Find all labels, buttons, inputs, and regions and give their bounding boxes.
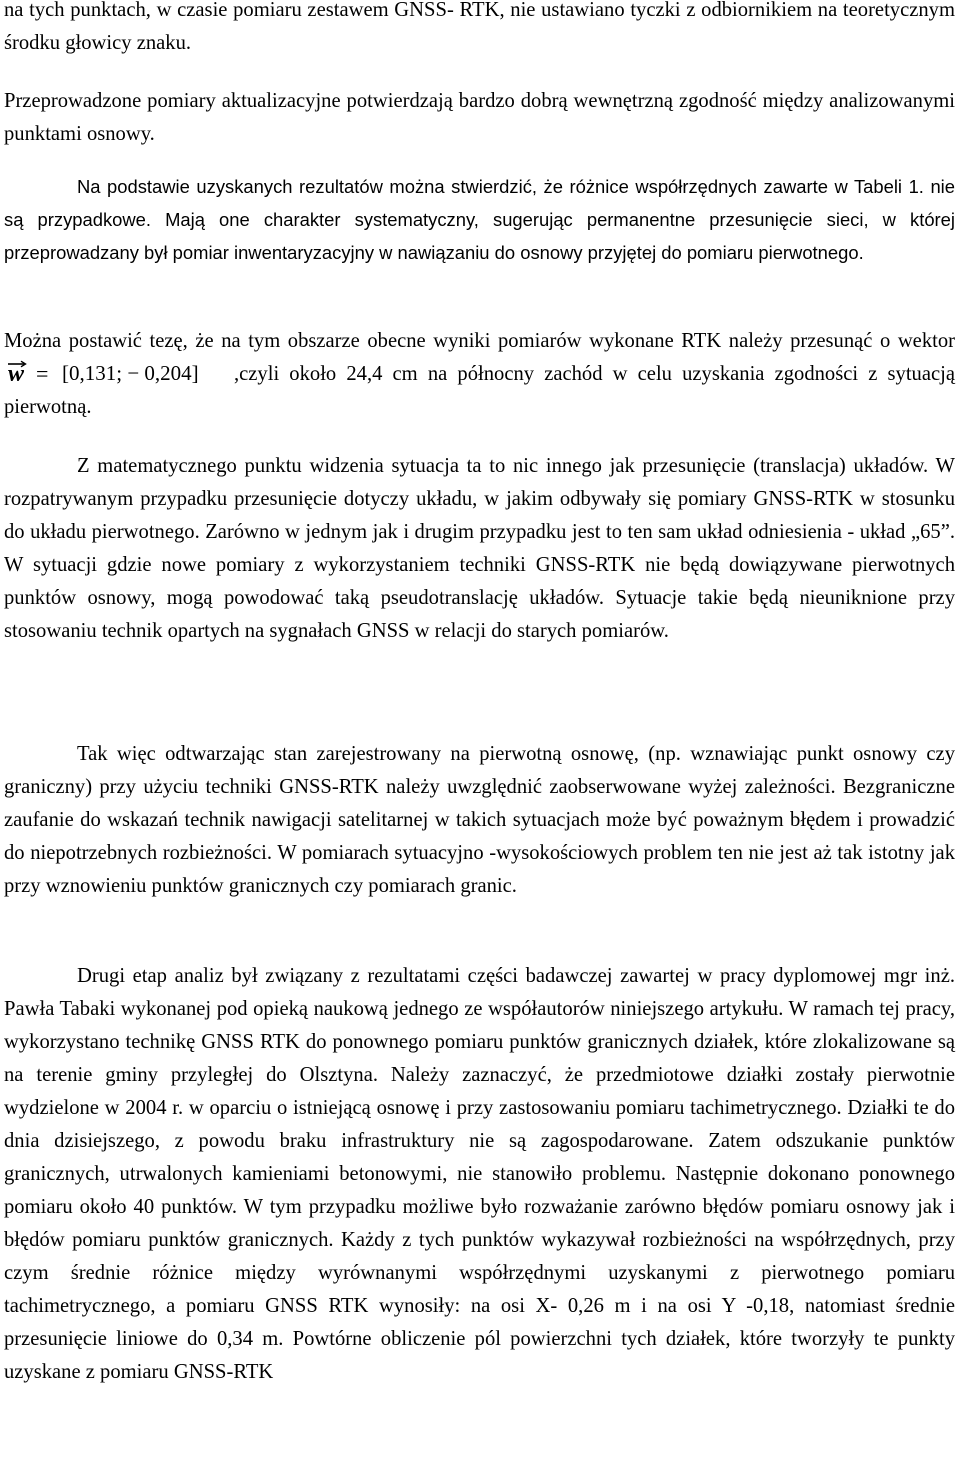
paragraph-3: Na podstawie uzyskanych rezultatów można stwierdzić, że różnice współrzędnych zawarte w Tabeli 1. nie są przypadkowe. Mają one charakter systematyczny, sugerując permanentne przesunięcie sieci, w której przeprowadzany był pomiar inwentaryzacyjny w nawiązaniu do osnowy przyjętej do pomiaru pierwotnego.: [4, 176, 955, 263]
paragraph-4: [4, 325, 955, 424]
formula-symbol: w: [8, 361, 25, 386]
formula-equals: =: [36, 361, 49, 386]
paragraph-4-text-after: ,czyli około 24,4 cm na północny zachód w celu uzyskania zgodności z sytuacją pierwotną.: [4, 363, 955, 418]
paragraph-1: na tych punktach, w czasie pomiaru zestawem GNSS- RTK, nie ustawiano tyczki z odbiornikiem na teoretycznym środku głowicy znaku.: [4, 0, 955, 54]
paragraph-6: Tak więc odtwarzając stan zarejestrowany na pierwotną osnowę, (np. wznawiając punkt osnowy czy graniczny) przy użyciu techniki GNSS-RTK należy uwzględnić zaobserwowane wyżej zależności. Bezgraniczne zaufanie do wskazań technik nawigacji satelitarnej w takich sytuacjach może być poważnym błędem i prowadzić do niepotrzebnych rozbieżności. W pomiarach sytuacyjno -wysokościowych problem ten nie jest aż tak istotny jak przy wznowieniu punktów granicznych czy pomiarach granic.: [4, 743, 955, 897]
paragraph-5: Z matematycznego punktu widzenia sytuacja ta to nic innego jak przesunięcie (translacja) układów. W rozpatrywanym przypadku przesunięcie dotyczy układu, w jakim odbywały się pomiary GNSS-RTK w stosunku do układu pierwotnego. Zarówno w jednym jak i drugim przypadku jest to ten sam układ odniesienia - układ „65”. W sytuacji gdzie nowe pomiary z wykorzystaniem techniki GNSS-RTK nie będą dowiązywane pierwotnych punktów osnowy, mogą powodować taką pseudotranslację układów. Sytuacje takie będą nieuniknione przy stosowaniu technik opartych na sygnałach GNSS w relacji do starych pomiarów.: [4, 455, 955, 642]
paragraph-7: Drugi etap analiz był związany z rezultatami części badawczej zawartej w pracy dyplomowej mgr inż. Pawła Tabaki wykonanej pod opieką naukową jednego ze współautorów niniejszego artykułu. W ramach tej pracy, wykorzystano technikę GNSS RTK do ponownego pomiaru punktów granicznych działek, które zlokalizowane są na terenie gminy przyległej do Olsztyna. Należy zaznaczyć, że przedmiotowe działki zostały pierwotnie wydzielone w 2004 r. w oparciu o istniejącą osnowę i przy zastosowaniu pomiaru tachimetrycznego. Działki te do dnia dzisiejszego, z powodu braku infrastruktury nie są zagospodarowane. Zatem odszukanie punktów granicznych, utrwalonych kamieniami betonowymi, nie stanowiło problemu. Następnie dokonano ponownego pomiaru około 40 punktów. W tym przypadku możliwe było rozważanie zarówno błędów pomiaru osnowy jak i błędów pomiaru punktów granicznych. Każdy z tych punktów wykazywał rozbieżności na współrzędnych, przy czym średnie różnice między wyrównanymi współrzędnymi uzyskanymi z pierwotnego pomiaru tachimetrycznego, a pomiaru GNSS RTK wynosiły: na osi X- 0,26 m i na osi Y -0,18, natomiast średnie przesunięcie liniowe do 0,34 m. Powtórne obliczenie pól powierzchni tych działek, które tworzyły te punkty uzyskane z pomiaru GNSS-RTK: [4, 965, 955, 1383]
formula-value: [0,131; − 0,204]: [62, 361, 199, 385]
paragraph-4-text-before: Można postawić tezę, że na tym obszarze obecne wyniki pomiarów wykonane RTK należy przesunąć o wektor: [4, 330, 955, 352]
paragraph-2: Przeprowadzone pomiary aktualizacyjne potwierdzają bardzo dobrą wewnętrzną zgodność między analizowanymi punktami osnowy.: [4, 90, 955, 145]
vector-formula-image: [6, 360, 232, 386]
